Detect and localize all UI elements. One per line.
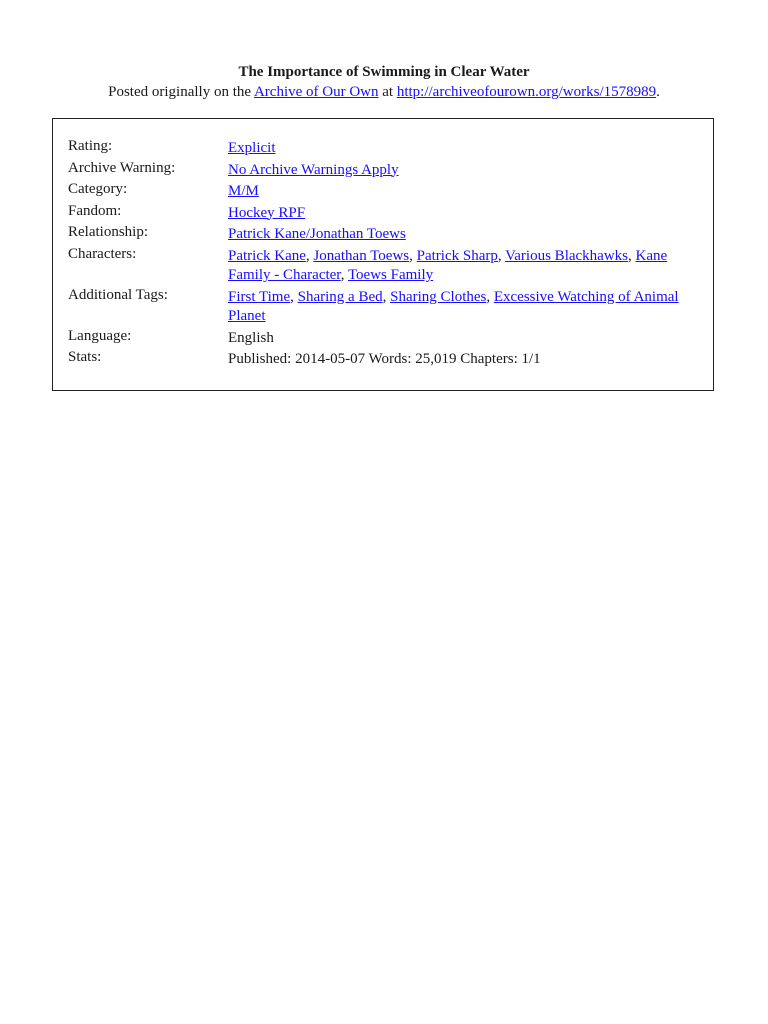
- archive-link[interactable]: Archive of Our Own: [253, 84, 379, 100]
- category-label: Category:: [68, 181, 128, 197]
- tag-link[interactable]: Toews Family: [347, 267, 434, 283]
- category-value: [228, 180, 704, 202]
- work-url-link[interactable]: http://archiveofourown.org/works/1578989: [396, 84, 657, 100]
- fandom-value: [228, 202, 704, 224]
- tag-link[interactable]: Jonathan Toews: [313, 247, 410, 264]
- meta-box: [52, 118, 714, 391]
- rating-label: Rating:: [68, 138, 113, 154]
- stats-value: Published: 2014-05-07 Words: 25,019 Chapters: 1/1: [228, 351, 541, 367]
- relationship-label: Relationship:: [68, 224, 148, 240]
- meta-row-relationship: [68, 223, 704, 245]
- tag-link[interactable]: Hockey RPF: [228, 204, 306, 221]
- tag-link[interactable]: Excessive Watching of Animal Planet: [228, 288, 679, 324]
- tag-link[interactable]: Patrick Kane: [228, 247, 306, 264]
- additional-tags-value: First Time, Sharing a Bed, Sharing Clothes, Excessive Watching of Animal Planet: [228, 288, 679, 324]
- stats-label: Stats:: [68, 349, 102, 365]
- posted-line: [0, 82, 768, 102]
- fandom-label: Fandom:: [68, 202, 122, 219]
- tag-link[interactable]: Explicit: [228, 140, 276, 156]
- meta-row-rating: [68, 137, 704, 159]
- tag-link[interactable]: Patrick Sharp: [416, 247, 498, 264]
- meta-row-category: [68, 180, 704, 202]
- meta-row-fandom: [68, 202, 704, 224]
- meta-table: [68, 137, 704, 370]
- tag-link[interactable]: First Time: [228, 288, 291, 305]
- posted-prefix: Posted originally on the: [108, 84, 254, 100]
- tag-link[interactable]: No Archive Warnings Apply: [228, 161, 399, 178]
- language-label: Language:: [68, 327, 132, 344]
- tag-link[interactable]: Sharing a Bed: [297, 288, 383, 305]
- tag-link[interactable]: Patrick Kane/Jonathan Toews: [228, 226, 406, 242]
- tag-link[interactable]: M/M: [228, 183, 259, 199]
- tag-link[interactable]: Sharing Clothes: [390, 288, 487, 305]
- relationship-value: [228, 223, 704, 245]
- meta-row-language: [68, 327, 704, 349]
- archive-warning-value: [228, 159, 704, 181]
- meta-row-characters: [68, 245, 704, 286]
- meta-row-additional-tags: [68, 286, 704, 327]
- additional-tags-label: Additional Tags:: [68, 286, 168, 303]
- tag-link[interactable]: Kane Family - Character: [228, 247, 668, 283]
- work-header: [0, 62, 768, 102]
- work-title: The Importance of Swimming in Clear Water: [238, 64, 530, 80]
- end-punct: .: [656, 84, 660, 100]
- archive-warning-label: Archive Warning:: [68, 159, 176, 176]
- rating-value: [228, 137, 704, 159]
- meta-row-stats: [68, 348, 704, 370]
- tag-link[interactable]: Various Blackhawks: [505, 247, 629, 264]
- at-text: at: [378, 84, 397, 100]
- language-value: English: [228, 329, 274, 346]
- characters-label: Characters:: [68, 245, 137, 262]
- characters-value: Patrick Kane, Jonathan Toews, Patrick Sharp, Various Blackhawks, Kane Family - Character, Toews Family: [228, 247, 668, 283]
- meta-row-archive-warning: [68, 159, 704, 181]
